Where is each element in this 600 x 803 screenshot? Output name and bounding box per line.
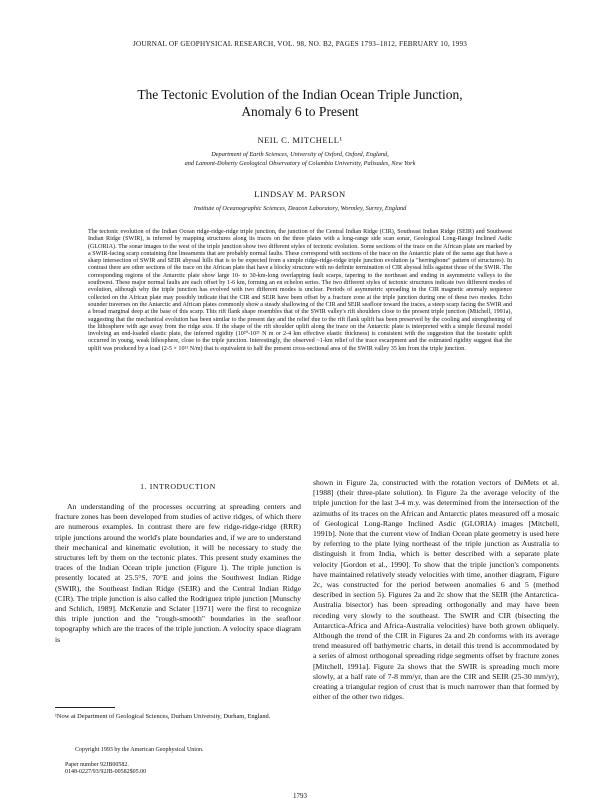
article-title <box>60 86 540 120</box>
author-1-name: NEIL C. MITCHELL¹ <box>257 135 343 145</box>
author-2-name: LINDSAY M. PARSON <box>254 189 346 199</box>
title-line-2: Anomaly 6 to Present <box>241 104 359 119</box>
author-2-affiliation <box>40 205 560 214</box>
author-1-affiliation <box>40 151 560 168</box>
paper-number: Paper number 92JB00582. <box>65 762 129 768</box>
title-line-1: The Tectonic Evolution of the Indian Ocean Triple Junction, <box>137 87 463 102</box>
page-number: 1793 <box>293 792 307 800</box>
issn-code: 0148-0227/93/92JB-00582$05.00 <box>65 769 147 776</box>
paper-identifiers <box>65 762 146 776</box>
running-head: JOURNAL OF GEOPHYSICAL RESEARCH, VOL. 98, NO. B2, PAGES 1793–1812, FEBRUARY 10, 1993 <box>132 40 468 48</box>
author-1-affiliation-line-2: and Lamont-Doherty Geological Observatory of Columbia University, Palisades, New York <box>184 159 416 167</box>
section-heading: 1. INTRODUCTION <box>140 482 216 491</box>
right-column <box>313 478 559 702</box>
abstract: The tectonic evolution of the Indian Ocean ridge-ridge-ridge triple junction, the junction of the Central Indian Ridge (CIR), Southeast Indian Ridge (SEIR) and Southwest Indian Ridge (SWIR), is inferred by mapping structures along its traces on the three plates with a long-range side scan sonar, Geological Long-Range Inclined Asdic (GLORIA). The sonar images to the west of the triple junction show two different styles of tectonic evolution. Some sections of the trace on the African plate are marked by a SWIR-facing scarp containing fine lineaments that are probably normal faults. These correspond with sections of the trace on the Antarctic plate of the same age that have a sharp intersection of SWIR and SEIR abyssal hills that is to be expected from a simple ridge-ridge-ridge triple junction evolution (a "herringbone" pattern of structures). In contrast there are other sections of the trace on the African plate that have a blocky structure with no definite termination of CIR abyssal hills against those of the SWIR. The corresponding regions of the Antarctic plate show large 10- to 30-km-long overlapping fault scarps, tapering to the northeast and ending in asymmetric valleys to the southwest. These major normal faults are each offset by 1-6 km, forming an en echelon series. The two different styles of tectonic structures indicate two different modes of evolution, although why the triple junction has evolved with two different modes is unclear. Periods of asymmetric spreading in the CIR magnetic anomaly sequence collected on the African plate may possibly indicate that the CIR and SEIR have been offset by a fracture zone at the triple junction during one of these two modes. Echo sounder traverses on the Antarctic and African plates commonly show a steady shallowing of the CIR and SEIR seafloor toward the traces, a steep scarp facing the SWIR and a broad marginal deep at the base of this scarp. This rift flank shape resembles that of the SWIR valley's rift shoulders close to the present triple junction (Mitchell, 1991a), suggesting that the mechanical evolution has been similar to the present day and the relief due to the rift flank uplift has been preserved by the cooling and strengthening of the lithosphere with age away from the ridge axis. If the shape of the rift shoulder uplift along the trace on the Antarctic plate is interpreted with a simple flexural model involving an end-loaded elastic plate, the inferred rigidity (10²⁰-10²¹ N m or 2-4 km effective elastic thickness) is consistent with the suggestion that the isostatic uplift occurred in young, weak lithosphere, close to the triple junction. Interestingly, the observed ~1-km relief of the trace escarpment and the estimated rigidity suggest that the uplift was produced by a load (2-5 × 10¹¹ N/m) that is equivalent to half the present cross-sectional area of the SWIR valley 35 km from the triple junction. <box>88 229 512 352</box>
author-2-affiliation-line-1: Institute of Oceanographic Sciences, Deacon Laboratory, Wormley, Surrey, England <box>193 205 407 212</box>
footnote-divider <box>55 707 115 708</box>
copyright-notice: Copyright 1993 by the American Geophysical Union. <box>75 747 204 753</box>
left-column <box>55 502 301 645</box>
intro-paragraph-right: shown in Figure 2a, constructed with the rotation vectors of DeMets et al. [1988] (their three-plate solution). In Figure 2a the average velocity of the triple junction for the last 3-4 m.y. was determined from the intersection of the azimuths of its traces on the African and Antarctic plates measured off a mosaic of Geological Long-Range Inclined Asdic (GLORIA) images [Mitchell, 1991b]. Note that the current view of Indian Ocean plate geometry is used here by referring to the plate lying northeast of the triple junction as Australia to distinguish it from India, which is better described with a separate plate velocity [Gordon et al., 1990]. To show that the triple junction's components have maintained relatively steady velocities with time, another diagram, Figure 2c, was constructed for the period between anomalies 6 and 5 (method described in section 5). Figures 2a and 2c show that the SEIR (the Antarctica-Australia bisector) has been spreading orthogonally and may have been receding very slowly to the southeast. The SWIR and CIR (bisecting the Antarctica-Africa and Africa-Australia velocities) have both grown obliquely. Although the trend of the CIR in Figures 2a and 2b conforms with its average trend measured off bathymetric charts, in detail this trend is accommodated by a series of almost orthogonal spreading ridge segments offset by fracture zones [Mitchell, 1991a]. Figure 2a shows that the SWIR is spreading much more slowly, at a half rate of 7-8 mm/yr, than are the CIR and SEIR (25-30 mm/yr), creating a triangular region of crust that is much narrower than that formed by either of the other two ridges. <box>313 478 559 702</box>
intro-paragraph-left: An understanding of the processes occurring at spreading centers and fracture zones has been developed from studies of active ridges, of which there are numerous examples. In contrast there are few ridge-ridge-ridge (RRR) triple junctions around the world's plate boundaries and, if we are to understand their mechanical and kinematic evolution, it will be necessary to study the structures left by them on the tectonic plates. This present study examines the traces of the Indian Ocean triple junction (Figure 1). The triple junction is presently located at 25.5°S, 70°E and joins the Southwest Indian Ridge (SWIR), the Southeast Indian Ridge (SEIR) and the Central Indian Ridge (CIR). The triple junction is also called the Rodriguez triple junction [Munschy and Schlich, 1989]. McKenzie and Sclater [1971] were the first to recognize this triple junction and the "rough-smooth" boundaries in the seafloor topography which are the traces of the triple junction. A velocity space diagram is <box>55 502 301 644</box>
author-1-affiliation-line-1: Department of Earth Sciences, University of Oxford, Oxford, England, <box>211 151 389 158</box>
author-footnote: ¹Now at Department of Geological Sciences, Durham University, Durham, England. <box>55 713 271 720</box>
